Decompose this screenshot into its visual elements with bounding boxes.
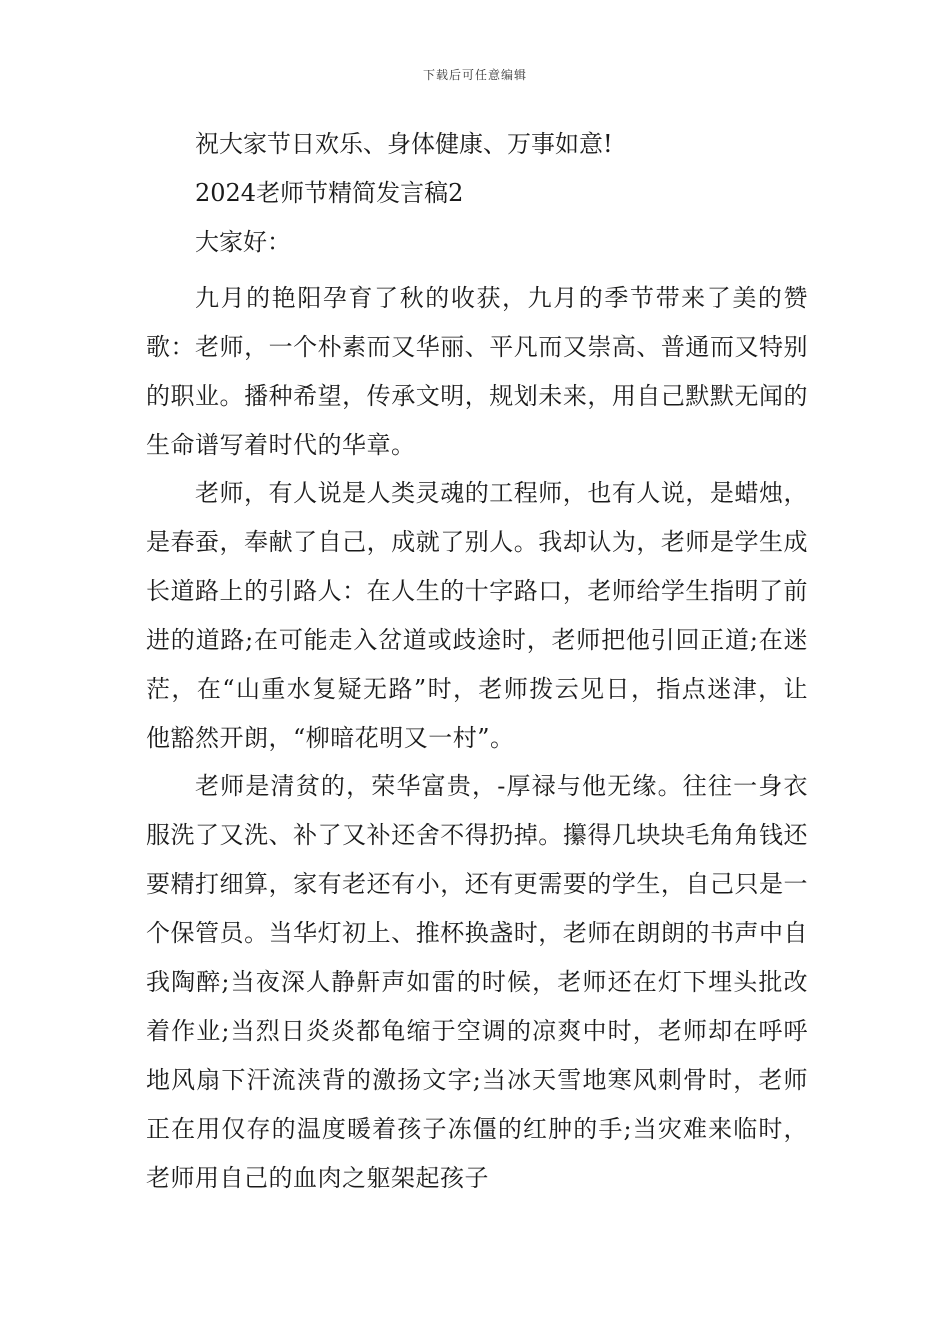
paragraph-2: 老师，有人说是人类灵魂的工程师，也有人说，是蜡烛，是春蚕，奉献了自己，成就了别人。我却认为，老师是学生成长道路上的引路人：在人生的十字路口，老师给学生指明了前进的道路;在可能走入岔道或歧途时，老师把他引回正道;在迷茫，在“山重水复疑无路”时，老师拨云见日，指点迷津，让他豁然开朗，“柳暗花明又一村”。 xyxy=(146,479,808,752)
paragraph-1: 九月的艳阳孕育了秋的收获，九月的季节带来了美的赞歌：老师，一个朴素而又华丽、平凡而又崇高、普通而又特别的职业。播种希望，传承文明，规划未来，用自己默默无闻的生命谱写着时代的华章。 xyxy=(146,284,808,459)
speech-title: 2024老师节精简发言稿2 xyxy=(195,179,464,207)
document-body xyxy=(146,128,808,1202)
greeting: 大家好： xyxy=(195,228,291,256)
page-header-note: 下载后可任意编辑 xyxy=(422,68,527,82)
closing-line: 祝大家节日欢乐、身体健康、万事如意! xyxy=(195,130,613,158)
paragraph-3: 老师是清贫的，荣华富贵，-厚禄与他无缘。往往一身衣服洗了又洗、补了又补还舍不得扔掉。攥得几块块毛角角钱还要精打细算，家有老还有小，还有更需要的学生，自己只是一个保管员。当华灯初上、推杯换盏时，老师在朗朗的书声中自我陶醉;当夜深人静鼾声如雷的时候，老师还在灯下埋头批改着作业;当烈日炎炎都龟缩于空调的凉爽中时，老师却在呼呼地风扇下汗流浃背的激扬文字;当冰天雪地寒风刺骨时，老师正在用仅存的温度暖着孩子冻僵的红肿的手;当灾难来临时，老师用自己的血肉之躯架起孩子 xyxy=(146,772,808,1192)
